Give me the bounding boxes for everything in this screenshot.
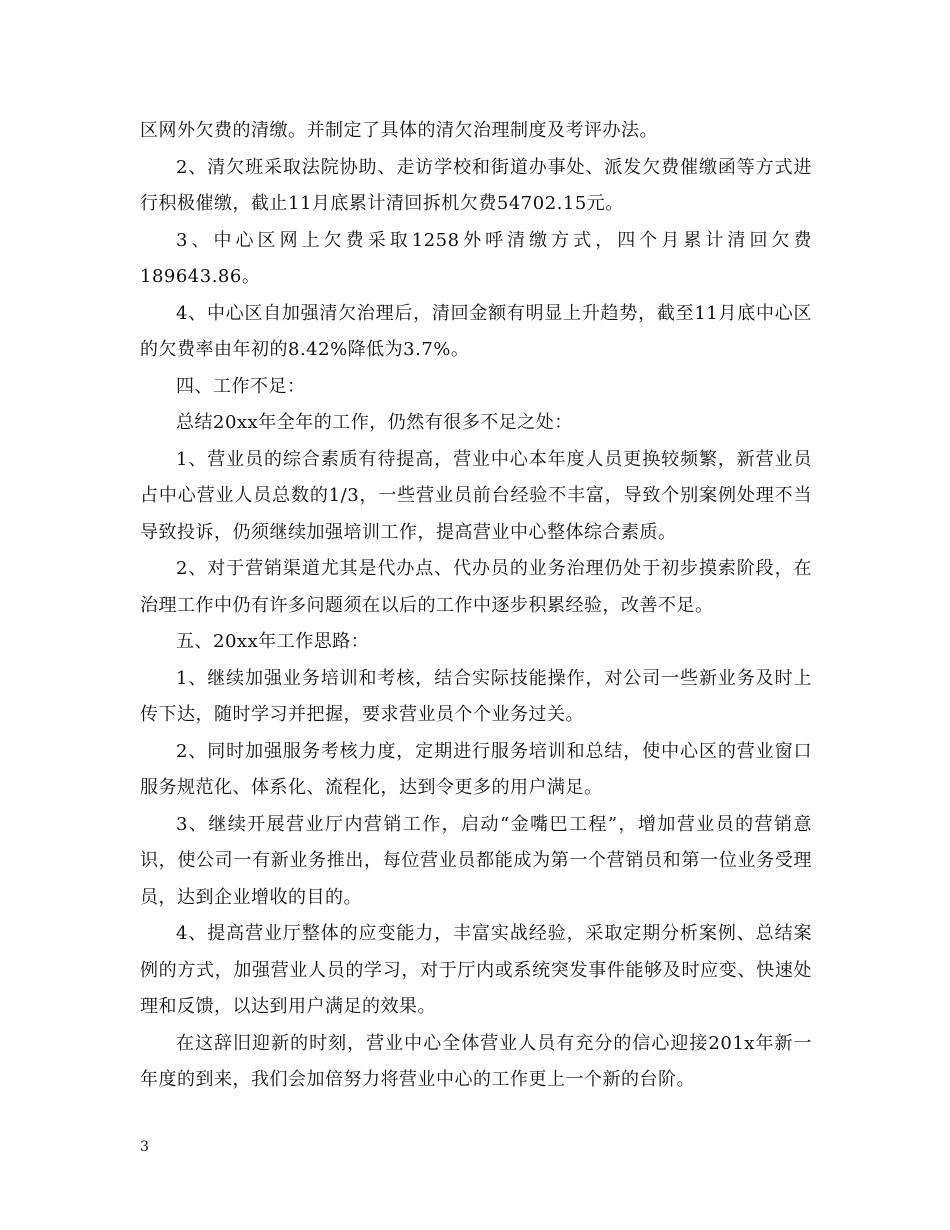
paragraph-shortcomings-intro: 总结20xx年全年的工作，仍然有很多不足之处：: [176, 412, 573, 433]
paragraph-arrears-item-3: 3、中心区网上欠费采取1258外呼清缴方式，四个月累计清回欠费189643.86。: [140, 229, 812, 287]
paragraph-arrears-item-4: 4、中心区自加强清欠治理后，清回金额有明显上升趋势，截至11月底中心区的欠费率由年初的8.42%降低为3.7%。: [140, 302, 812, 360]
paragraph-closing: 在这辞旧迎新的时刻，营业中心全体营业人员有充分的信心迎接201x年新一年度的到来，我们会加倍努力将营业中心的工作更上一个新的台阶。: [140, 1032, 812, 1090]
paragraph-plan-4: 4、提高营业厅整体的应变能力，丰富实战经验，采取定期分析案例、总结案例的方式，加强营业人员的学习，对于厅内或系统突发事件能够及时应变、快速处理和反馈，以达到用户满足的效果。: [140, 923, 812, 1017]
paragraph-arrears-item-2: 2、清欠班采取法院协助、走访学校和街道办事处、派发欠费催缴函等方式进行积极催缴，截止11月底累计清回拆机欠费54702.15元。: [140, 156, 812, 214]
page-number: 3: [140, 1139, 149, 1155]
section-heading-shortcomings: 四、工作不足：: [176, 375, 306, 397]
section-heading-work-plan: 五、20xx年工作思路：: [176, 631, 370, 652]
document-body: [140, 113, 812, 1099]
paragraph-shortcoming-1: 1、营业员的综合素质有待提高，营业中心本年度人员更换较频繁，新营业员占中心营业人员总数的1/3，一些营业员前台经验不丰富，导致个别案例处理不当导致投诉，仍须继续加强培训工作，提高营业中心整体综合素质。: [140, 448, 812, 543]
paragraph-shortcoming-2: 2、对于营销渠道尤其是代办点、代办员的业务治理仍处于初步摸索阶段，在治理工作中仍有许多问题须在以后的工作中逐步积累经验，改善不足。: [140, 558, 812, 616]
paragraph-continuation: 区网外欠费的清缴。并制定了具体的清欠治理制度及考评办法。: [140, 120, 658, 141]
paragraph-plan-2: 2、同时加强服务考核力度，定期进行服务培训和总结，使中心区的营业窗口服务规范化、体系化、流程化，达到令更多的用户满足。: [140, 740, 812, 798]
paragraph-plan-1: 1、继续加强业务培训和考核，结合实际技能操作，对公司一些新业务及时上传下达，随时学习并把握，要求营业员个个业务过关。: [140, 667, 812, 725]
paragraph-plan-3: 3、继续开展营业厅内营销工作，启动“金嘴巴工程”，增加营业员的营销意识，使公司一有新业务推出，每位营业员都能成为第一个营销员和第一位业务受理员，达到企业增收的目的。: [140, 813, 812, 908]
